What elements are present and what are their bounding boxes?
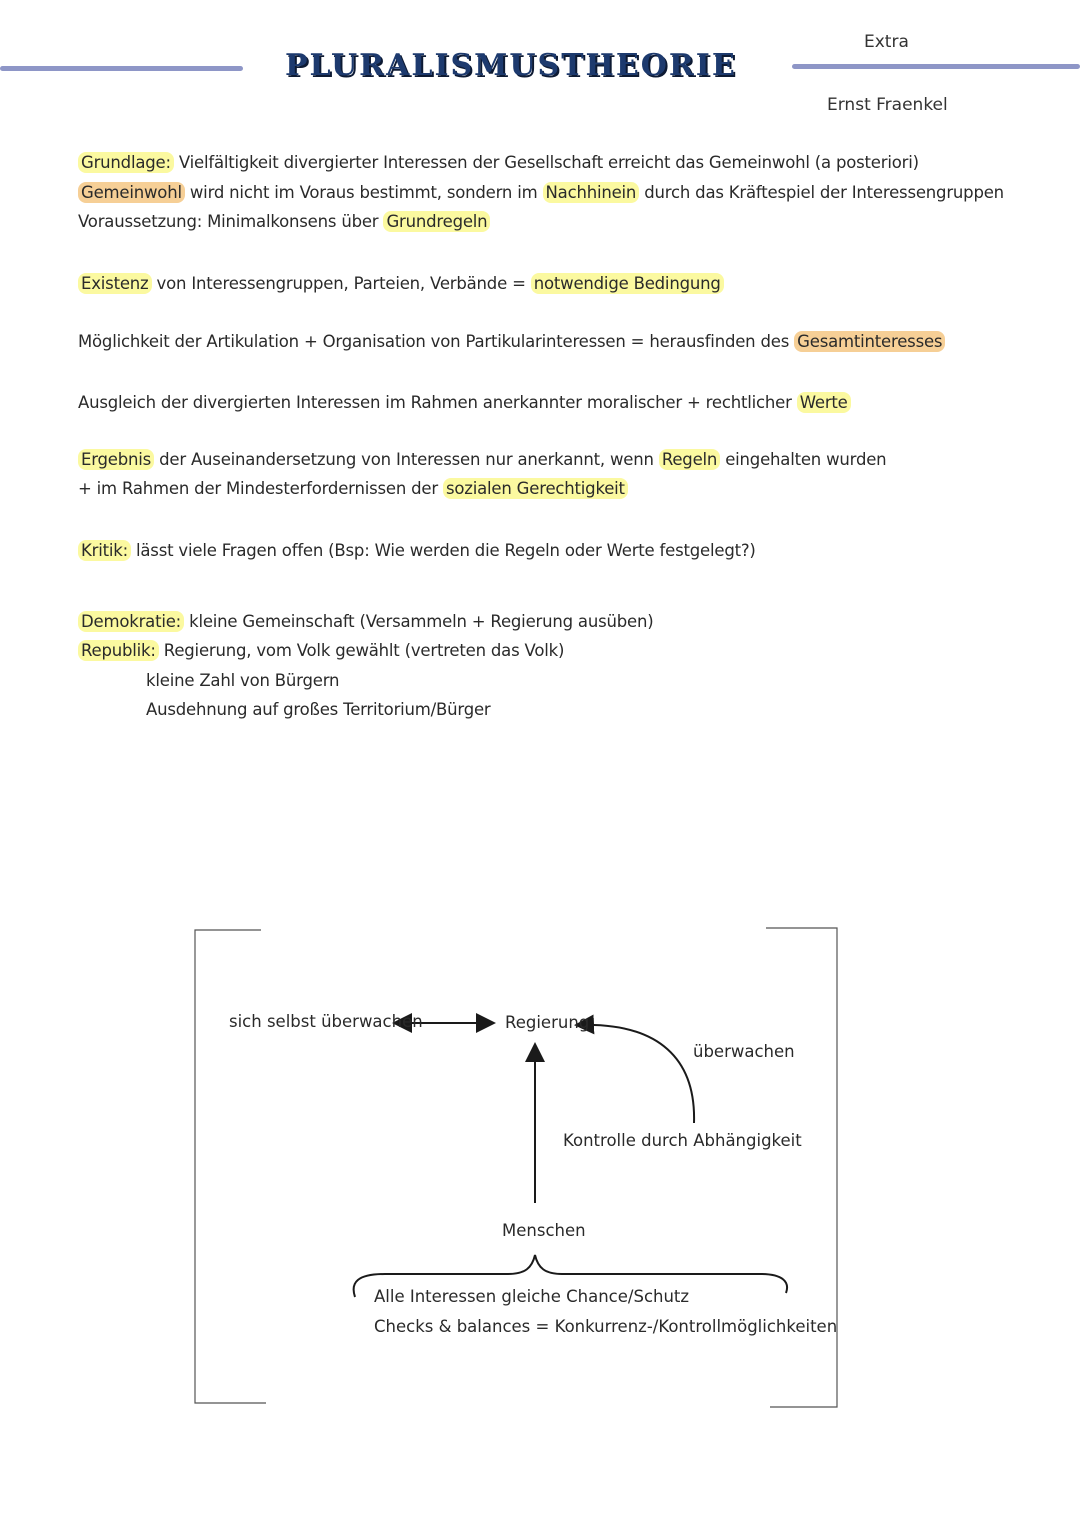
keyword-werte: Werte: [797, 392, 851, 413]
text-republik: Regierung, vom Volk gewählt (vertreten das Volk): [158, 641, 565, 660]
text-gemeinwohl-2: durch das Kräftespiel der Interessengruppen: [639, 183, 1004, 202]
text-voraussetzung: Voraussetzung: Minimalkonsens über: [78, 212, 384, 231]
term-kritik: Kritik:: [78, 540, 131, 561]
term-grundlage: Grundlage:: [78, 152, 174, 173]
label-control: Kontrolle durch Abhängigkeit: [563, 1131, 802, 1150]
text-grundlage: Vielfältigkeit divergierter Interessen der Gesellschaft erreicht das Gemeinwohl (a posteriori): [173, 153, 919, 172]
keyword-soziale-gerechtigkeit: sozialen Gerechtigkeit: [443, 478, 628, 499]
label-monitor: überwachen: [693, 1042, 795, 1061]
author-name: Ernst Fraenkel: [827, 95, 948, 115]
term-existenz: Existenz: [78, 273, 152, 294]
text-gemeinwohl-1: wird nicht im Voraus bestimmt, sondern im: [184, 183, 543, 202]
keyword-nachhinein: Nachhinein: [543, 182, 640, 203]
arrow-monitor-curve: [578, 1025, 694, 1123]
text-rahmen: + im Rahmen der Mindesterfordernissen der: [78, 479, 443, 498]
text-ausgleich: Ausgleich der divergierten Interessen im Rahmen anerkannter moralischer + rechtlicher: [78, 393, 797, 412]
bracket-left: [195, 930, 266, 1403]
keyword-gesamtinteresses: Gesamtinteresses: [794, 331, 945, 352]
text-demokratie: kleine Gemeinschaft (Versammeln + Regierung ausüben): [184, 612, 654, 631]
label-point-1: Alle Interessen gleiche Chance/Schutz: [374, 1287, 690, 1306]
term-demokratie: Demokratie:: [78, 611, 184, 632]
text-ergebnis-1: der Auseinandersetzung von Interessen nur anerkannt, wenn: [154, 450, 659, 469]
keyword-grundregeln: Grundregeln: [383, 211, 490, 232]
term-gemeinwohl: Gemeinwohl: [78, 182, 185, 203]
label-government: Regierung: [505, 1013, 590, 1032]
term-ergebnis: Ergebnis: [78, 449, 154, 470]
term-republik: Republik:: [78, 640, 159, 661]
label-people: Menschen: [502, 1221, 586, 1240]
note-republik-2: kleine Zahl von Bürgern: [146, 671, 340, 690]
text-existenz: von Interessengruppen, Parteien, Verbände =: [151, 274, 531, 293]
text-ergebnis-2: eingehalten wurden: [720, 450, 887, 469]
keyword-regeln: Regeln: [659, 449, 720, 470]
label-point-2: Checks & balances = Konkurrenz-/Kontrollmöglichkeiten: [374, 1317, 838, 1336]
text-moeglichkeit: Möglichkeit der Artikulation + Organisation von Partikularinteressen = herausfinden des: [78, 332, 795, 351]
text-kritik: lässt viele Fragen offen (Bsp: Wie werden die Regeln oder Werte festgelegt?): [130, 541, 756, 560]
page-title: PLURALISMUSTHEORIE: [285, 48, 737, 83]
keyword-notwendige-bedingung: notwendige Bedingung: [531, 273, 724, 294]
note-republik-3: Ausdehnung auf großes Territorium/Bürger: [146, 700, 491, 719]
extra-tag: Extra: [864, 32, 909, 52]
label-self-monitor: sich selbst überwachen: [229, 1012, 423, 1031]
